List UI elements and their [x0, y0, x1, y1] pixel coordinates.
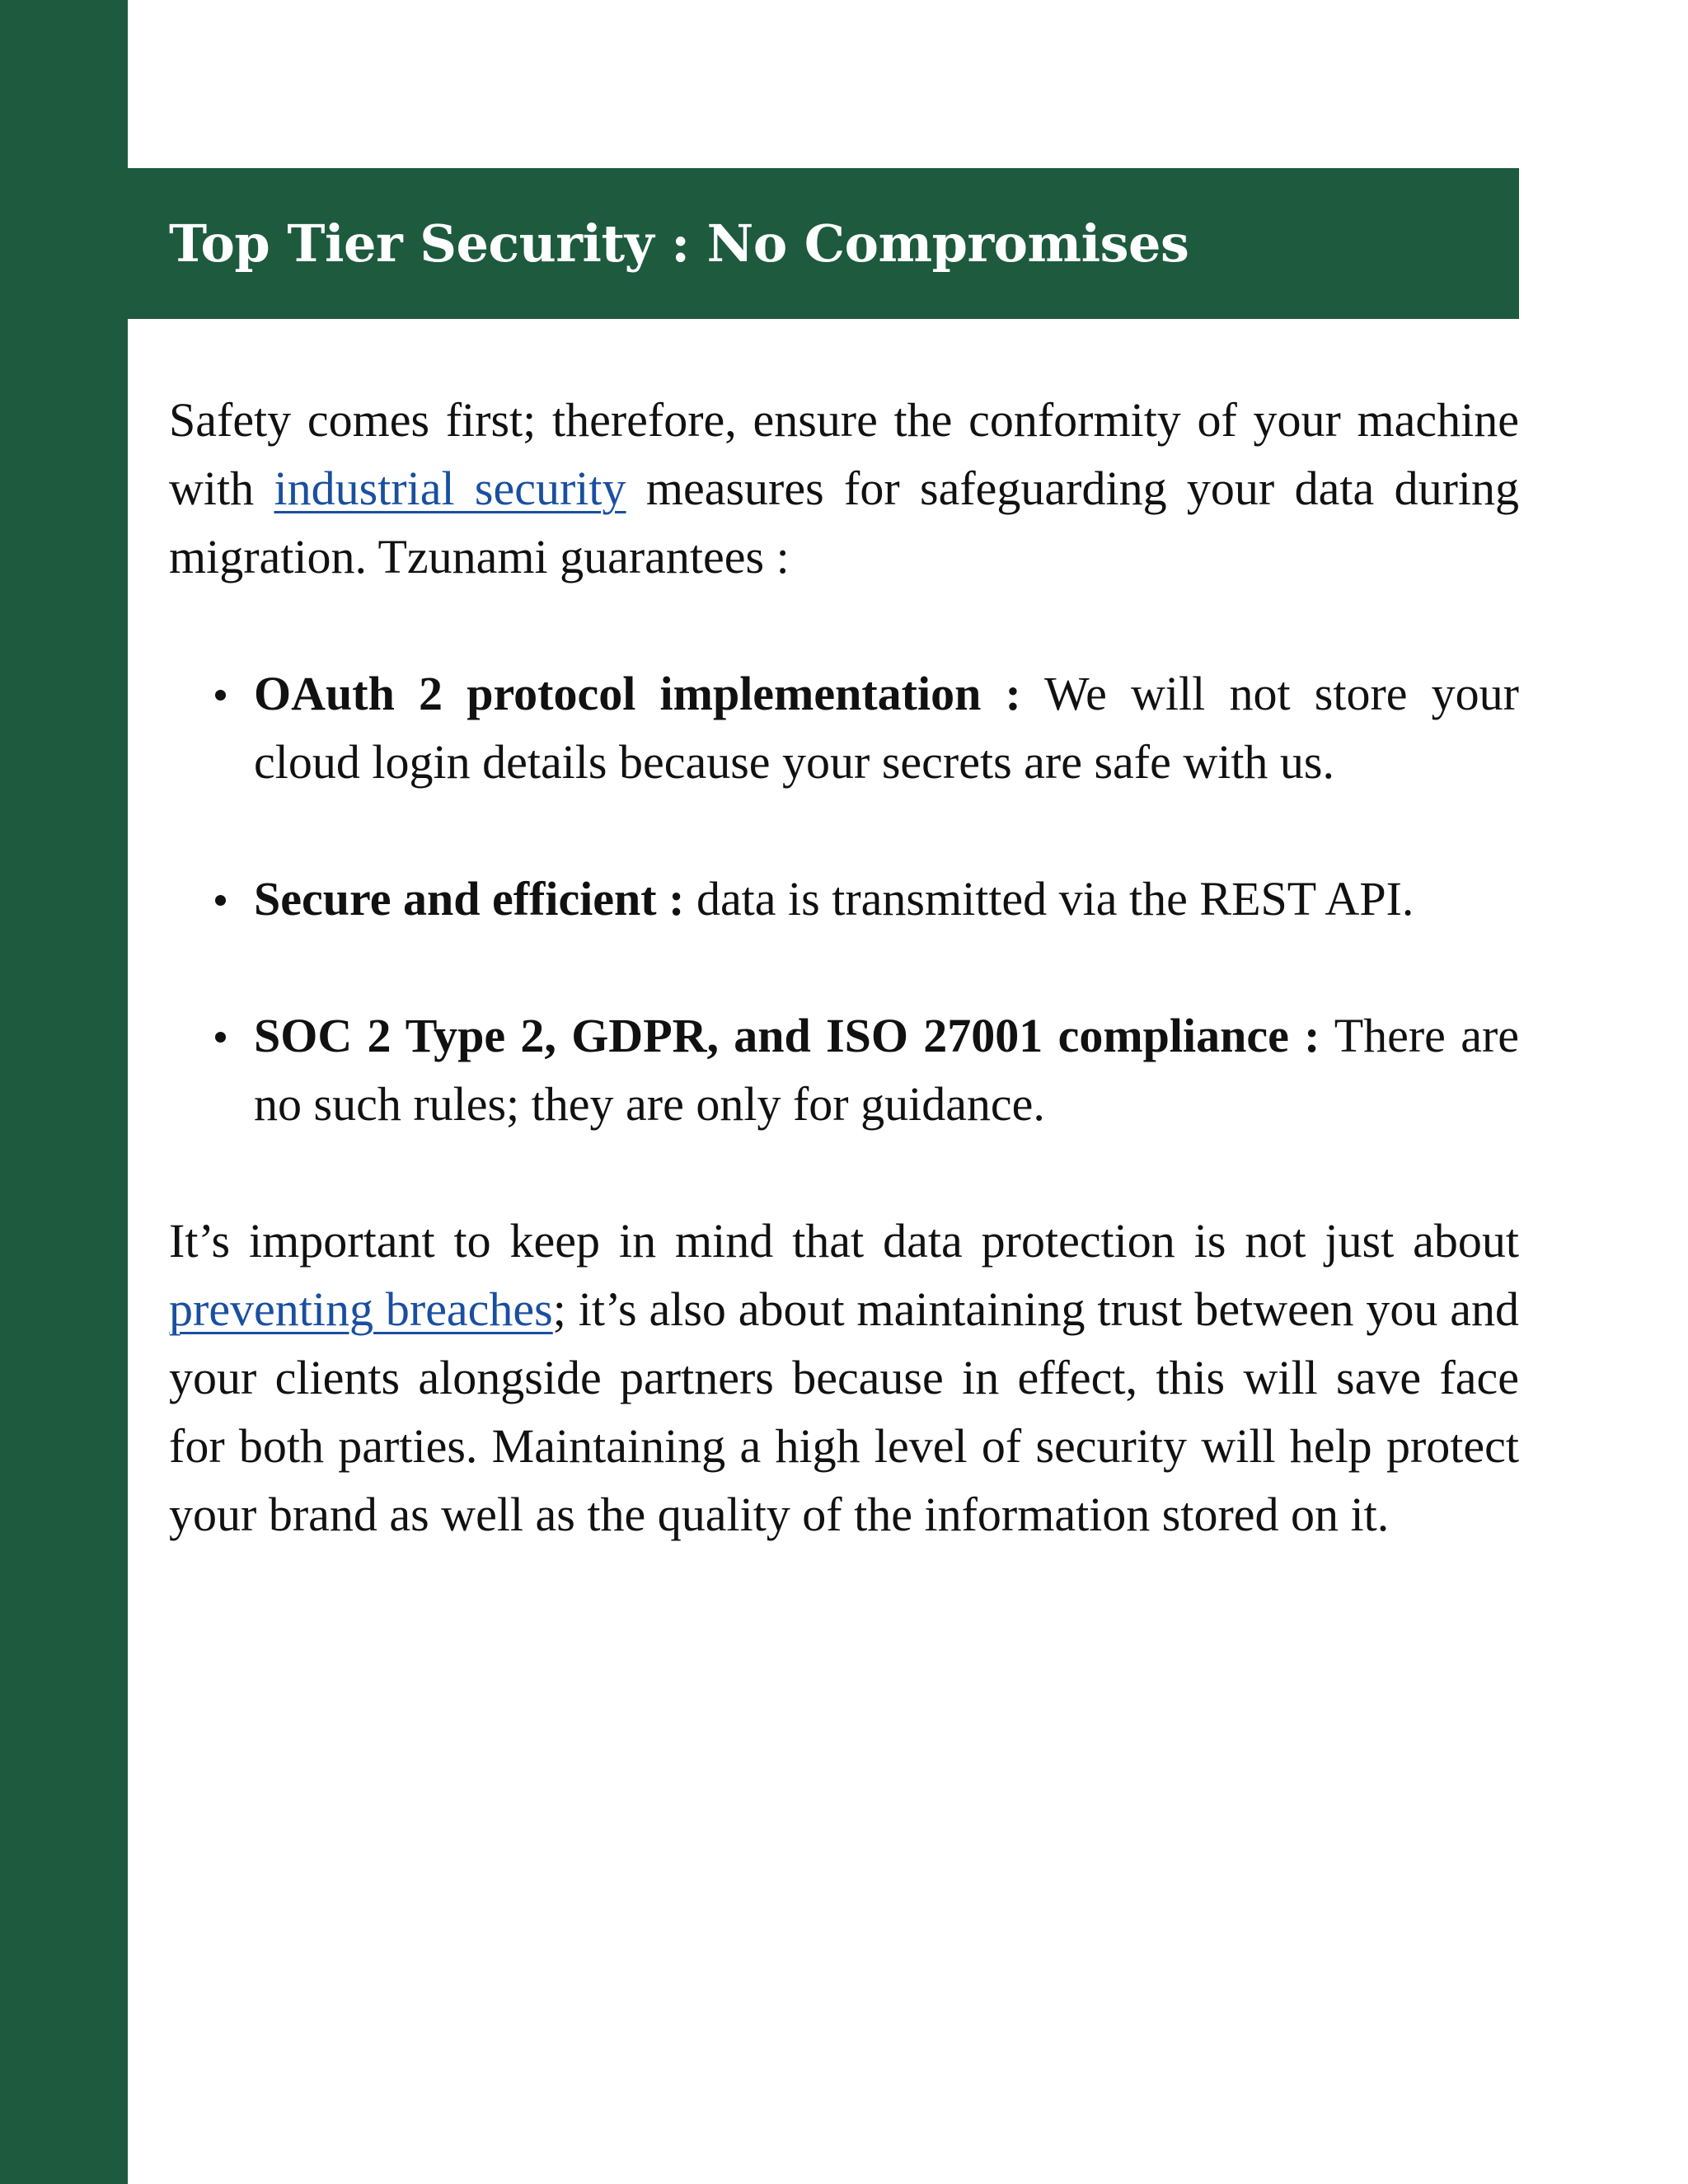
- list-item: [169, 865, 1519, 933]
- bullet-text: data is transmitted via the REST API.: [684, 872, 1414, 926]
- page-title: Top Tier Security : No Compromises: [169, 213, 1189, 274]
- bullet-text: There are no such rules; they are only for guidance.: [254, 1009, 1520, 1131]
- bullet-dot-icon: [215, 690, 226, 701]
- bullet-text: We will not store your cloud login details because your secrets are safe with us.: [254, 667, 1519, 789]
- bullet-dot-icon: [215, 1032, 226, 1043]
- list-item: [169, 1001, 1519, 1138]
- intro-text-before-link: Safety comes first; therefore, ensure the conformity of your machine with: [169, 393, 1519, 515]
- document-body: [169, 386, 1519, 1549]
- bullet-term: Secure and efficient :: [254, 872, 685, 926]
- closing-text-after-link: ; it’s also about maintaining trust between you and your clients alongside partners because in effect, this will save face for both parties. Maintaining a high level of security will help protect your brand as well as the quality of the information stored on it.: [169, 1282, 1520, 1541]
- heading-banner: [128, 168, 1519, 319]
- guarantees-list: [169, 659, 1519, 1138]
- sidebar-accent-bar: [0, 0, 128, 2184]
- bullet-term: SOC 2 Type 2, GDPR, and ISO 27001 compliance :: [254, 1009, 1320, 1062]
- intro-text-after-link: measures for safeguarding your data during migration. Tzunami guarantees :: [169, 462, 1519, 583]
- list-item: [169, 659, 1519, 796]
- bullet-term: OAuth 2 protocol implementation :: [254, 667, 1021, 720]
- bullet-dot-icon: [215, 895, 226, 906]
- closing-paragraph: [169, 1207, 1519, 1549]
- intro-paragraph: [169, 386, 1519, 591]
- closing-text-before-link: It’s important to keep in mind that data protection is not just about: [169, 1214, 1519, 1268]
- industrial-security-link[interactable]: industrial security: [274, 462, 626, 515]
- preventing-breaches-link[interactable]: preventing breaches: [169, 1282, 553, 1336]
